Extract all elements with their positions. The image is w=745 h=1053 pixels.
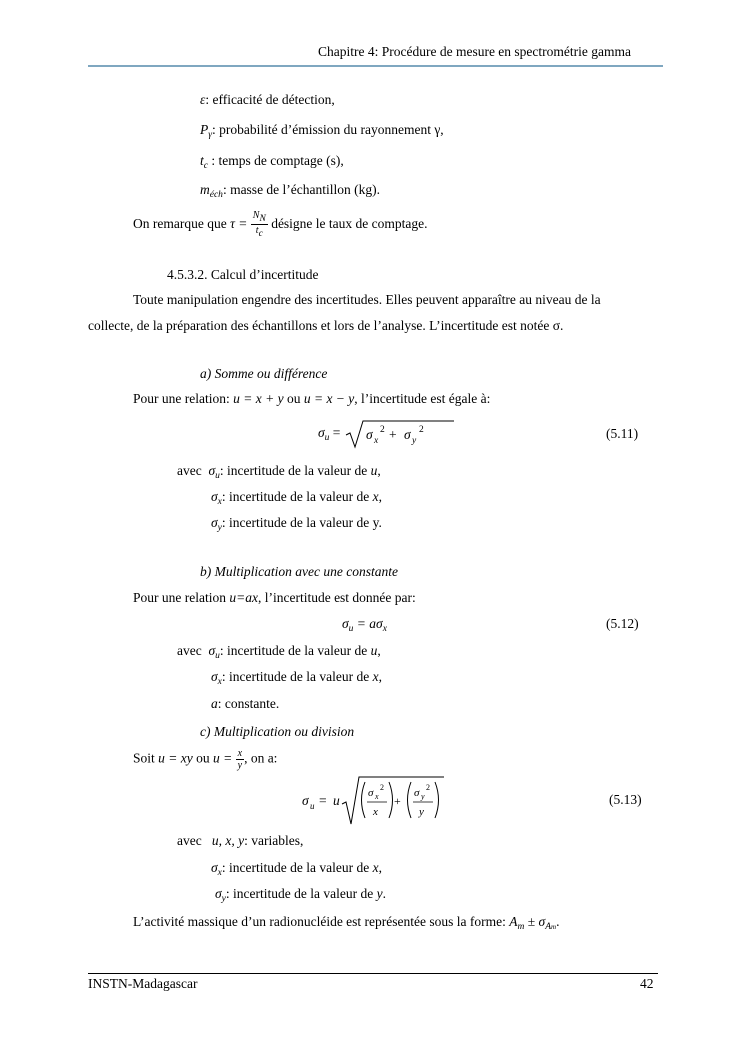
svg-text:+: + (388, 427, 397, 442)
svg-text:y: y (411, 436, 417, 446)
remark-before: On remarque que (133, 216, 231, 232)
c-def-x: $\sigma_x$: incertitude de la valeur de x, (211, 860, 382, 878)
equation-number-5-13: (5.13) (609, 792, 642, 807)
subsection-b-heading: b) Multiplication avec une constante (200, 564, 398, 579)
page-header: Chapitre 4: Procédure de mesure en spectrométrie gamma (318, 44, 632, 59)
svg-text:2: 2 (380, 783, 384, 792)
a-def-y: $\sigma_y$: incertitude de la valeur de y. (211, 515, 382, 533)
c-def-vars: avec u, x, y: variables, (177, 833, 304, 848)
def-symbol: m (200, 182, 210, 197)
svg-text:x: x (375, 792, 379, 801)
c-def-y: $\sigma_y$: incertitude de la valeur de y. (215, 886, 386, 904)
fraction-denominator: tc (255, 225, 263, 240)
svg-text:u: u (333, 793, 340, 808)
def-subscript: γ (208, 130, 212, 140)
closing-line: L’activité massique d’un radionucléide est représentée sous la forme: $A_m \pm \sigma_{Am}$. (133, 914, 560, 932)
footer-institution: INSTN-Madagascar (88, 976, 198, 991)
def-symbol: ε (200, 92, 206, 107)
subsection-c-heading: c) Multiplication ou division (200, 724, 355, 739)
footer-rule (88, 973, 658, 974)
intro-line-1: Toute manipulation engendre des incertitudes. Elles peuvent apparaître au niveau de la (133, 292, 601, 307)
subsection-c-sentence: Soit u = xy ou u = $\frac{x}{y}$ , on a: (133, 748, 278, 771)
remark-after: désigne le taux de comptage. (267, 216, 428, 232)
c-fraction: $\frac{x}{y}$ (237, 748, 243, 771)
def-text: : probabilité d’émission du rayonnement γ, (212, 122, 444, 137)
svg-text:σ: σ (414, 787, 420, 799)
b-def-a: a: constante. (211, 696, 280, 711)
def-p-gamma (200, 122, 444, 141)
svg-text:σ: σ (368, 787, 374, 799)
def-text: : temps de comptage (s), (207, 153, 344, 168)
a-def-u: avec $\sigma_u$: incertitude de la valeur de u, (177, 463, 381, 481)
svg-text:x: x (373, 436, 379, 446)
def-m-ech (200, 182, 380, 201)
equation-5-12: $\sigma_u = a\sigma_x$ (342, 616, 387, 634)
equation-5-13-graphic (302, 774, 447, 826)
a-def-x: $\sigma_x$: incertitude de la valeur de x, (211, 489, 382, 507)
equation-number-5-11: (5.11) (606, 426, 639, 441)
subsection-a-heading: a) Somme ou différence (200, 366, 328, 381)
b-def-x: $\sigma_x$: incertitude de la valeur de x, (211, 669, 382, 687)
section-title: 4.5.3.2. Calcul d’incertitude (167, 267, 319, 282)
def-tc (200, 153, 344, 172)
svg-text:2: 2 (379, 425, 385, 435)
svg-text:2: 2 (418, 425, 424, 435)
def-text: : efficacité de détection, (205, 92, 335, 107)
svg-text:u: u (310, 801, 315, 811)
remark-fraction (251, 210, 268, 240)
svg-text:σ: σ (365, 427, 373, 442)
def-subscript: éch (209, 190, 223, 200)
equation-5-13 (302, 774, 447, 830)
subsection-b-sentence: Pour une relation u=ax, l’incertitude est donnée par: (133, 590, 416, 605)
relation-linear: u=ax (229, 590, 258, 605)
equation-5-11: $\sigma_u$ = σ x 2 + σ y 2 (318, 419, 454, 449)
subsection-a-sentence: Pour une relation: u = x + y ou u = x − y, l’incertitude est égale à: (133, 391, 491, 406)
remark-line (133, 210, 428, 240)
svg-text:=: = (319, 793, 327, 808)
svg-text:σ: σ (403, 427, 411, 442)
header-rule (88, 65, 663, 67)
def-symbol: t (200, 153, 204, 168)
fraction-numerator: NN (252, 210, 266, 224)
svg-text:+: + (394, 794, 401, 808)
sqrt-sign (344, 419, 454, 449)
def-text: : masse de l’échantillon (kg). (222, 182, 381, 197)
svg-text:σ: σ (302, 793, 309, 808)
def-symbol: P (200, 122, 209, 137)
intro-line-2: collecte, de la préparation des échantillons et lors de l’analyse. L’incertitude est notée σ. (88, 318, 564, 333)
svg-text:y: y (419, 806, 424, 818)
relation-sum: u = x + y (233, 391, 284, 406)
remark-tau: τ = (230, 216, 248, 232)
def-subscript: c (203, 161, 208, 171)
equation-number-5-12: (5.12) (606, 616, 639, 631)
svg-text:x: x (373, 806, 378, 818)
b-def-u: avec $\sigma_u$: incertitude de la valeur de u, (177, 643, 381, 661)
relation-diff: u = x − y (303, 391, 355, 406)
page-number: 42 (640, 976, 654, 991)
svg-text:y: y (421, 792, 425, 801)
svg-text:2: 2 (426, 783, 430, 792)
def-epsilon (200, 92, 335, 108)
